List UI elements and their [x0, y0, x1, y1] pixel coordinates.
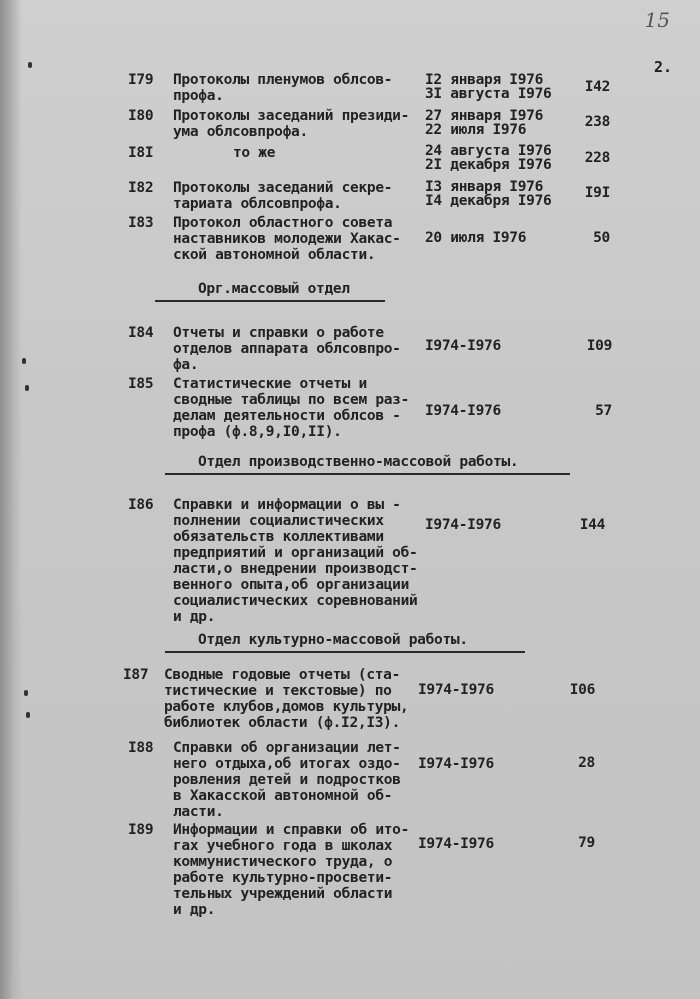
entry-title-line: в Хакасской автономной об- [173, 788, 393, 804]
section-heading: Отдел культурно-массовой работы. [198, 632, 468, 648]
entry-title-line: тариата облсовпрофа. [173, 196, 342, 212]
entry-title-line: Сводные годовые отчеты (ста- [164, 667, 401, 683]
entry-title-line: него отдыха,об итогах оздо- [173, 756, 401, 772]
punch-mark [26, 712, 30, 718]
entry-count: 228 [584, 150, 610, 166]
handwritten-sheet-number: 15 [644, 8, 670, 32]
entry-number: I88 [128, 740, 154, 756]
entry-date: 27 января I976 [425, 108, 544, 124]
punch-mark [22, 358, 26, 364]
entry-number: I87 [123, 667, 149, 683]
entry-date: I3 января I976 [425, 179, 544, 195]
entry-number: I85 [128, 376, 154, 392]
entry-number: I89 [128, 822, 154, 838]
entry-title-line: ровления детей и подростков [173, 772, 401, 788]
entry-title-line: и др. [173, 902, 216, 918]
entry-title-line: ской автономной области. [173, 247, 376, 263]
entry-title-line: ласти,о внедрении производст- [173, 561, 418, 577]
entry-date: 22 июля I976 [425, 122, 527, 138]
entry-title-line: Протоколы пленумов облсов- [173, 72, 393, 88]
entry-number: I84 [128, 325, 154, 341]
entry-number: I8I [128, 145, 154, 161]
entry-count: I09 [586, 338, 612, 354]
entry-count: 57 [595, 403, 612, 419]
punch-mark [28, 62, 32, 68]
entry-date: I2 января I976 [425, 72, 544, 88]
entry-title-line: Справки и информации о вы - [173, 497, 401, 513]
entry-title-line: тельных учреждений области [173, 886, 393, 902]
entry-title-line: профа (ф.8,9,I0,II). [173, 424, 342, 440]
entry-date: I974-I976 [418, 682, 494, 698]
entry-title-line: работе культурно-просвети- [173, 870, 393, 886]
entry-title-line: Протоколы заседаний президи- [173, 108, 410, 124]
entry-count: I42 [584, 79, 610, 95]
entry-number: I80 [128, 108, 154, 124]
section-underline [165, 651, 525, 653]
entry-number: I86 [128, 497, 154, 513]
entry-count: 28 [578, 755, 595, 771]
entry-title-line: сводные таблицы по всем раз- [173, 392, 410, 408]
entry-title-line: отделов аппарата облсовпро- [173, 341, 401, 357]
entry-title-line: Отчеты и справки о работе [173, 325, 384, 341]
entry-count: 79 [578, 835, 595, 851]
entry-date: I974-I976 [425, 403, 501, 419]
entry-date: 2I декабря I976 [425, 157, 552, 173]
entry-title-line: то же [233, 145, 276, 161]
entry-title-line: гах учебного года в школах [173, 838, 393, 854]
entry-date: I4 декабря I976 [425, 193, 552, 209]
entry-title-line: фа. [173, 357, 199, 373]
punch-mark [25, 385, 29, 391]
entry-title-line: работе клубов,домов культуры, [164, 699, 409, 715]
entry-number: I79 [128, 72, 154, 88]
entry-count: 50 [593, 230, 610, 246]
entry-title-line: Информации и справки об ито- [173, 822, 410, 838]
entry-title-line: венного опыта,об организации [173, 577, 410, 593]
section-heading: Отдел производственно-массовой работы. [198, 454, 519, 470]
entry-count: I06 [569, 682, 595, 698]
entry-count: I44 [579, 517, 605, 533]
entry-number: I82 [128, 180, 154, 196]
entry-date: 24 августа I976 [425, 143, 552, 159]
entry-date: I974-I976 [418, 756, 494, 772]
entry-title-line: Протоколы заседаний секре- [173, 180, 393, 196]
entry-title-line: делам деятельности облсов - [173, 408, 401, 424]
section-heading: Орг.массовый отдел [198, 281, 350, 297]
entry-title-line: обязательств коллективами [173, 529, 384, 545]
entry-title-line: полнении социалистических [173, 513, 384, 529]
entry-title-line: предприятий и организаций об- [173, 545, 418, 561]
entry-title-line: Статистические отчеты и [173, 376, 367, 392]
entry-title-line: социалистических соревнований [173, 593, 418, 609]
entry-title-line: Справки об организации лет- [173, 740, 401, 756]
entry-title-line: библиотек области (ф.I2,I3). [164, 715, 401, 731]
page-number: 2. [654, 58, 673, 76]
entry-count: 238 [584, 114, 610, 130]
entry-title-line: наставников молодежи Хакас- [173, 231, 401, 247]
section-underline [165, 473, 570, 475]
entry-title-line: ласти. [173, 804, 224, 820]
entry-count: I9I [584, 185, 610, 201]
section-underline [155, 300, 385, 302]
entry-number: I83 [128, 215, 154, 231]
entry-date: I974-I976 [425, 517, 501, 533]
entry-date: 3I августа I976 [425, 86, 552, 102]
entry-title-line: коммунистического труда, о [173, 854, 393, 870]
scan-edge [0, 0, 22, 999]
entry-title-line: Протокол областного совета [173, 215, 393, 231]
entry-date: I974-I976 [425, 338, 501, 354]
entry-date: 20 июля I976 [425, 230, 527, 246]
entry-title-line: тистические и текстовые) по [164, 683, 392, 699]
punch-mark [24, 690, 28, 696]
entry-title-line: и др. [173, 609, 216, 625]
entry-title-line: ума облсовпрофа. [173, 124, 308, 140]
entry-title-line: профа. [173, 88, 224, 104]
entry-date: I974-I976 [418, 836, 494, 852]
